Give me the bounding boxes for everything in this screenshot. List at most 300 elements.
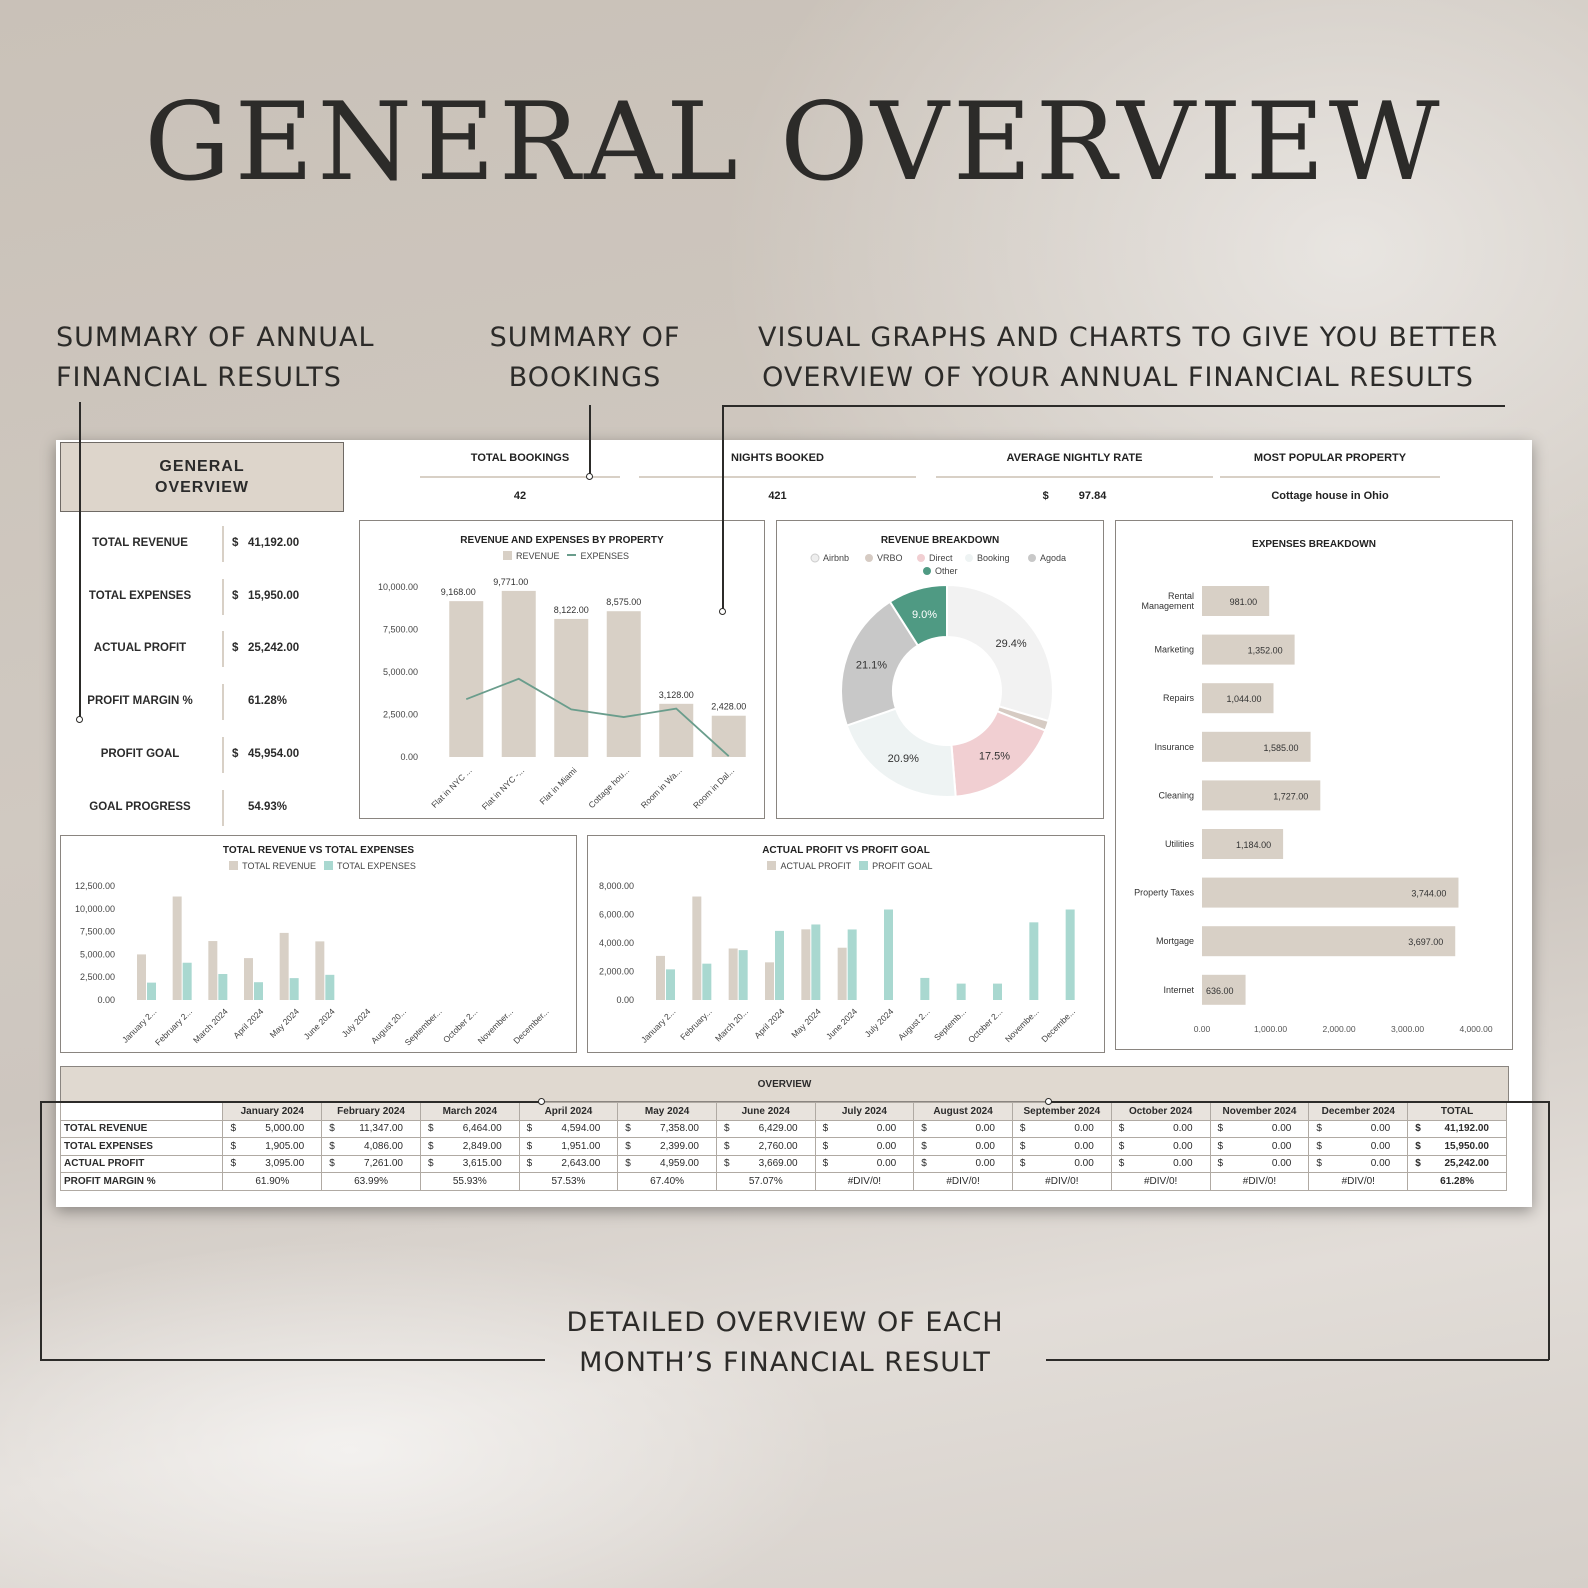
- connector-line: [722, 405, 724, 612]
- table-header-cell: [61, 1103, 223, 1121]
- table-header-cell: May 2024: [618, 1103, 717, 1121]
- cell-currency: $: [723, 1123, 730, 1135]
- cell-value: 6,464.00: [462, 1123, 502, 1135]
- cell-currency: $: [625, 1140, 631, 1152]
- legend-label: Booking: [977, 553, 1010, 563]
- cell-currency: $: [1415, 1123, 1421, 1135]
- x-tick-label: Septemb...: [931, 1006, 969, 1043]
- legend-swatch: [811, 554, 819, 562]
- bar-value-label: 636.00: [1206, 985, 1234, 996]
- cell-currency: $: [1316, 1123, 1322, 1135]
- cell-currency: $: [1217, 1123, 1224, 1135]
- cell-value: 0.00: [1173, 1158, 1193, 1170]
- table-row-label: ACTUAL PROFIT: [61, 1155, 223, 1173]
- chart-0-plot: [360, 521, 766, 820]
- monthly-overview-table: [60, 1102, 1507, 1191]
- table-cell[interactable]: [618, 1155, 717, 1173]
- cell-currency: $: [1415, 1158, 1421, 1170]
- connector-line: [1050, 1101, 1549, 1103]
- summary-value: 25,242.00: [248, 642, 300, 655]
- bar-value-label: 9,168.00: [440, 587, 476, 598]
- y-tick-label: 5,000.00: [382, 667, 418, 677]
- x-tick-label: Flat in Miami: [537, 765, 579, 807]
- table-header-cell: October 2024: [1111, 1103, 1210, 1121]
- cell-value: 67.40%: [650, 1175, 685, 1187]
- y-tick-label: 2,500.00: [79, 972, 115, 983]
- table-cell[interactable]: [322, 1155, 421, 1173]
- table-cell[interactable]: [914, 1155, 1013, 1173]
- cell-value: 4,959.00: [660, 1158, 699, 1170]
- x-tick-label: Room in Wa...: [638, 765, 684, 811]
- table-cell[interactable]: [1111, 1120, 1210, 1138]
- table-cell[interactable]: [519, 1138, 618, 1156]
- x-tick-label: Decembe...: [1039, 1006, 1078, 1045]
- table-header-cell: January 2024: [223, 1103, 322, 1121]
- cell-value: 3,095.00: [265, 1158, 305, 1170]
- table-cell[interactable]: [322, 1120, 421, 1138]
- legend-label: Agoda: [1040, 553, 1067, 563]
- table-cell[interactable]: [618, 1173, 717, 1191]
- cell-currency: $: [723, 1158, 730, 1170]
- summary-currency: $: [232, 747, 239, 760]
- cell-currency: $: [526, 1158, 533, 1170]
- table-cell[interactable]: [223, 1173, 322, 1191]
- table-cell[interactable]: [1309, 1138, 1408, 1156]
- series-b-bar: [884, 910, 893, 1000]
- cell-value: 41,192.00: [1444, 1123, 1489, 1135]
- cell-value: 0.00: [975, 1140, 995, 1152]
- table-cell[interactable]: [322, 1173, 421, 1191]
- bar-value-label: 3,697.00: [1408, 937, 1444, 948]
- connector-line: [589, 405, 591, 477]
- table-cell[interactable]: [1408, 1120, 1507, 1138]
- cell-value: #DIV/0!: [946, 1175, 980, 1187]
- cell-value: 0.00: [1074, 1123, 1094, 1135]
- general-overview-box: GENERAL OVERVIEW: [60, 442, 344, 512]
- cell-value: 3,615.00: [462, 1158, 502, 1170]
- summary-divider: [222, 526, 224, 562]
- cell-value: 15,950.00: [1444, 1140, 1489, 1152]
- cell-value: 0.00: [975, 1123, 995, 1135]
- table-cell[interactable]: [420, 1138, 519, 1156]
- cell-currency: $: [822, 1123, 829, 1135]
- table-cell[interactable]: [223, 1120, 322, 1138]
- table-cell[interactable]: [1111, 1155, 1210, 1173]
- x-tick-label: January 2...: [119, 1006, 159, 1045]
- table-cell[interactable]: [914, 1120, 1013, 1138]
- revenue-bar: [607, 611, 641, 757]
- bar-value-label: 9,771.00: [493, 576, 529, 587]
- table-cell[interactable]: [716, 1138, 815, 1156]
- connector-line: [40, 1101, 42, 1360]
- x-tick-label: September...: [402, 1006, 444, 1048]
- table-cell[interactable]: [1210, 1120, 1309, 1138]
- table-cell[interactable]: [618, 1120, 717, 1138]
- x-tick-label: February 2...: [152, 1006, 195, 1048]
- cell-value: 0.00: [876, 1158, 897, 1170]
- summary-value: 15,950.00: [248, 589, 300, 602]
- x-tick-label: October 2...: [965, 1006, 1005, 1045]
- legend-swatch: [1028, 554, 1036, 562]
- connector-dot: [1045, 1098, 1052, 1105]
- chart-4-plot: [588, 836, 1106, 1054]
- cell-value: #DIV/0!: [1341, 1175, 1375, 1187]
- kpi-average-nightly-rate: AVERAGE NIGHTLY RATE $ 97.84: [936, 452, 1213, 502]
- donut-slice: [947, 585, 1053, 721]
- chart-2-plot: [1116, 521, 1514, 1051]
- cell-value: 0.00: [1271, 1123, 1292, 1135]
- x-tick-label: November...: [475, 1006, 516, 1046]
- summary-row: [60, 790, 350, 826]
- cell-currency: $: [526, 1123, 533, 1135]
- cell-currency: $: [1217, 1140, 1224, 1152]
- cell-value: 4,594.00: [561, 1123, 601, 1135]
- table-header-cell: August 2024: [914, 1103, 1013, 1121]
- table-cell[interactable]: [1309, 1120, 1408, 1138]
- chart-revenue-breakdown: REVENUE BREAKDOWN Airbnb VRBO Direct Booking Agoda Other 29.4% 17.5% 20.9% 21.1% 9.0%: [776, 520, 1104, 819]
- y-tick-label: 7,500.00: [382, 624, 418, 635]
- summary-value: 41,192.00: [248, 537, 300, 549]
- cell-currency: $: [329, 1123, 335, 1135]
- table-cell[interactable]: [519, 1155, 618, 1173]
- table-cell[interactable]: [420, 1173, 519, 1191]
- bar-value-label: 1,044.00: [1226, 694, 1262, 705]
- summary-label: TOTAL REVENUE: [92, 537, 188, 549]
- y-tick-label: 2,500.00: [382, 709, 418, 720]
- table-cell[interactable]: [322, 1138, 421, 1156]
- cell-currency: $: [625, 1123, 631, 1135]
- table-cell[interactable]: [1210, 1155, 1309, 1173]
- cell-value: 7,358.00: [660, 1123, 699, 1135]
- table-header-cell: March 2024: [420, 1103, 519, 1121]
- cell-value: 3,669.00: [758, 1158, 798, 1170]
- series-b-bar: [811, 924, 820, 1000]
- cell-value: 11,347.00: [359, 1123, 403, 1135]
- revenue-bar: [554, 619, 588, 757]
- table-cell[interactable]: [815, 1138, 914, 1156]
- cell-currency: $: [427, 1140, 434, 1152]
- summary-label: PROFIT MARGIN %: [87, 695, 193, 708]
- table-header-cell: September 2024: [1012, 1103, 1111, 1121]
- table-cell[interactable]: [815, 1120, 914, 1138]
- table-cell[interactable]: [1309, 1155, 1408, 1173]
- cell-value: 55.93%: [452, 1175, 487, 1187]
- table-cell[interactable]: [519, 1120, 618, 1138]
- cell-value: 61.28%: [1440, 1175, 1475, 1187]
- bar-value-label: 1,585.00: [1263, 742, 1299, 753]
- table-cell[interactable]: [1210, 1138, 1309, 1156]
- legend-swatch: [923, 567, 931, 575]
- summary-divider: [222, 684, 224, 720]
- cell-currency: $: [1217, 1158, 1224, 1170]
- cell-value: 0.00: [1074, 1140, 1094, 1152]
- table-cell[interactable]: [1408, 1155, 1507, 1173]
- bar-value-label: 8,122.00: [553, 604, 589, 615]
- cell-currency: $: [526, 1140, 533, 1152]
- table-cell[interactable]: [914, 1173, 1013, 1191]
- connector-line: [1046, 1359, 1549, 1361]
- summary-currency: $: [232, 537, 239, 549]
- cell-value: 63.99%: [354, 1175, 389, 1187]
- cell-currency: $: [1316, 1158, 1322, 1170]
- table-cell[interactable]: [815, 1173, 914, 1191]
- summary-divider: [222, 737, 224, 773]
- x-tick-label: February...: [678, 1006, 714, 1043]
- y-tick-label: 0.00: [616, 995, 634, 1005]
- cell-currency: $: [230, 1158, 236, 1170]
- category-label: Repairs: [1162, 693, 1194, 704]
- cell-value: 1,951.00: [561, 1140, 601, 1152]
- revenue-bar: [449, 601, 483, 757]
- table-cell[interactable]: [1012, 1120, 1111, 1138]
- table-cell[interactable]: [420, 1155, 519, 1173]
- series-b-bar: [739, 950, 748, 1000]
- table-cell[interactable]: [716, 1120, 815, 1138]
- cell-currency: $: [1019, 1158, 1026, 1170]
- cell-value: 6,429.00: [758, 1123, 798, 1135]
- series-a-bar: [280, 933, 289, 1000]
- series-b-bar: [147, 983, 156, 1000]
- cell-currency: $: [822, 1140, 829, 1152]
- series-b-bar: [920, 978, 929, 1000]
- category-label: Rental: [1167, 591, 1194, 601]
- summary-row: [60, 526, 350, 562]
- cell-value: 0.00: [1370, 1123, 1391, 1135]
- series-a-bar: [765, 962, 774, 1000]
- cell-value: 4,086.00: [364, 1140, 403, 1152]
- legend-swatch: [865, 554, 873, 562]
- table-cell[interactable]: [1309, 1173, 1408, 1191]
- series-b-bar: [1029, 922, 1038, 1000]
- table-cell[interactable]: [1012, 1173, 1111, 1191]
- summary-row: [60, 579, 350, 615]
- table-cell[interactable]: [519, 1173, 618, 1191]
- category-label: Internet: [1163, 984, 1194, 995]
- x-tick-label: March 20...: [712, 1006, 751, 1044]
- cell-currency: $: [230, 1140, 236, 1152]
- cell-value: #DIV/0!: [1143, 1175, 1178, 1187]
- x-tick-label: July 2024: [862, 1006, 896, 1040]
- series-b-bar: [254, 982, 263, 1000]
- table-header-cell: June 2024: [716, 1103, 815, 1121]
- cell-value: 2,399.00: [660, 1140, 699, 1152]
- series-a-bar: [315, 941, 324, 1000]
- summary-currency: $: [232, 589, 239, 602]
- y-tick-label: 0.00: [400, 752, 418, 762]
- legend-label: Other: [935, 566, 958, 576]
- connector-line: [1548, 1101, 1550, 1360]
- cell-currency: $: [921, 1140, 927, 1152]
- cell-currency: $: [1118, 1123, 1125, 1135]
- kpi-most-popular-property: MOST POPULAR PROPERTY Cottage house in Ohio: [1220, 452, 1440, 502]
- kpi-total-bookings: TOTAL BOOKINGS 42: [420, 452, 620, 502]
- category-label: Cleaning: [1158, 790, 1194, 801]
- cell-value: 2,760.00: [758, 1140, 798, 1152]
- table-header-cell: November 2024: [1210, 1103, 1309, 1121]
- summary-value: 45,954.00: [248, 747, 300, 760]
- series-b-bar: [218, 974, 227, 1000]
- connector-line: [40, 1359, 545, 1361]
- table-cell[interactable]: [1408, 1138, 1507, 1156]
- revenue-bar: [659, 704, 693, 757]
- summary-label: PROFIT GOAL: [100, 747, 180, 760]
- slice-label: 29.4%: [995, 638, 1027, 651]
- table-row: [61, 1155, 1507, 1173]
- category-label: Mortgage: [1155, 936, 1194, 947]
- table-cell[interactable]: [716, 1173, 815, 1191]
- table-header-cell: December 2024: [1309, 1103, 1408, 1121]
- cell-currency: $: [1118, 1140, 1125, 1152]
- bar-value-label: 3,128.00: [658, 689, 694, 700]
- y-tick-label: 5,000.00: [79, 949, 115, 960]
- series-a-bar: [244, 958, 253, 1000]
- connector-line: [79, 402, 81, 720]
- series-a-bar: [801, 929, 810, 1000]
- table-row: [61, 1120, 1507, 1138]
- table-cell[interactable]: [1012, 1138, 1111, 1156]
- summary-divider: [222, 579, 224, 615]
- cell-currency: $: [1118, 1158, 1125, 1170]
- bar-value-label: 1,184.00: [1236, 840, 1272, 850]
- table-header-cell: July 2024: [815, 1103, 914, 1121]
- table-header-cell: April 2024: [519, 1103, 618, 1121]
- cell-currency: $: [1019, 1123, 1026, 1135]
- cell-currency: $: [822, 1158, 829, 1170]
- cell-value: 57.53%: [551, 1175, 586, 1187]
- y-tick-label: 10,000.00: [74, 903, 115, 914]
- cell-currency: $: [427, 1123, 434, 1135]
- x-tick-label: 0.00: [1193, 1024, 1211, 1034]
- table-header-row: [61, 1103, 1507, 1121]
- table-row-label: PROFIT MARGIN %: [61, 1173, 223, 1191]
- summary-value: 61.28%: [248, 695, 288, 708]
- y-tick-label: 2,000.00: [598, 966, 634, 977]
- cell-value: 0.00: [1370, 1140, 1391, 1152]
- cell-currency: $: [230, 1123, 236, 1135]
- overview-section-title: OVERVIEW: [60, 1066, 1509, 1102]
- cell-value: #DIV/0!: [847, 1175, 882, 1187]
- x-tick-label: July 2024: [339, 1006, 373, 1040]
- legend-label: Direct: [929, 553, 953, 563]
- legend-label: VRBO: [877, 553, 903, 563]
- chart-revenue-expenses-by-property: REVENUE AND EXPENSES BY PROPERTY REVENUE EXPENSES 10,000.00 7,500.00 5,000.00 2,500.00 0.00 9,168.00 Flat in NYC ... 9,771.00 Flat in NYC -... 8,122.00 Flat in Miami 8,575.00 Cottage hou... 3,128.00 Room in Wa... 2,428.00 Room in Dal...: [359, 520, 765, 819]
- series-b-bar: [1066, 910, 1075, 1000]
- series-b-bar: [775, 931, 784, 1000]
- table-cell[interactable]: [914, 1138, 1013, 1156]
- bar-value-label: 1,727.00: [1273, 791, 1309, 802]
- summary-row: [60, 737, 350, 773]
- cell-value: 1,905.00: [265, 1140, 305, 1152]
- caption-annual-summary: SUMMARY OF ANNUAL FINANCIAL RESULTS: [56, 322, 375, 393]
- x-tick-label: August 20...: [368, 1006, 409, 1046]
- cell-value: #DIV/0!: [1045, 1175, 1079, 1187]
- cell-value: 0.00: [1173, 1140, 1193, 1152]
- bar-value-label: 981.00: [1229, 597, 1258, 607]
- cell-value: 0.00: [1074, 1158, 1094, 1170]
- table-cell[interactable]: [1111, 1173, 1210, 1191]
- chart-expenses-breakdown: EXPENSES BREAKDOWN Rental Management 981.00 Marketing 1,352.00 Repairs 1,044.00 Insurance 1,585.00 Cleaning 1,727.00 Utilities 1,184.00 Property Taxes 3,744.00 Mortgage 3,697.00 Internet 636.00 0.00 1,000.00 2,000.00 3,000.00 4,000.00: [1115, 520, 1513, 1050]
- table-cell[interactable]: [1408, 1173, 1507, 1191]
- summary-row: [60, 631, 350, 667]
- cell-value: 0.00: [876, 1140, 897, 1152]
- chart-total-revenue-vs-expenses: TOTAL REVENUE VS TOTAL EXPENSES TOTAL REVENUE TOTAL EXPENSES 12,500.00 10,000.00 7,500.00 5,000.00 2,500.00 0.00 January 2... February 2... March 2024 April 2024 May 2024 June 2024 July 2024 August 20... September... October 2... November... December...: [60, 835, 577, 1053]
- series-a-bar: [137, 954, 146, 1000]
- table-cell[interactable]: [223, 1155, 322, 1173]
- cell-currency: $: [921, 1123, 927, 1135]
- connector-line: [722, 405, 1505, 407]
- table-cell[interactable]: [420, 1120, 519, 1138]
- table-cell[interactable]: [1012, 1155, 1111, 1173]
- table-cell[interactable]: [1210, 1173, 1309, 1191]
- bar-value-label: 3,744.00: [1411, 888, 1447, 899]
- summary-label: ACTUAL PROFIT: [93, 642, 187, 655]
- table-cell[interactable]: [815, 1155, 914, 1173]
- slice-label: 21.1%: [855, 659, 888, 672]
- caption-bookings-summary: SUMMARY OF BOOKINGS: [489, 322, 681, 393]
- table-cell[interactable]: [223, 1138, 322, 1156]
- x-tick-label: 3,000.00: [1390, 1024, 1425, 1034]
- x-tick-label: January 2...: [638, 1006, 678, 1045]
- cell-value: #DIV/0!: [1242, 1175, 1277, 1187]
- cell-value: 25,242.00: [1444, 1158, 1489, 1170]
- x-tick-label: 1,000.00: [1253, 1024, 1288, 1034]
- cell-value: 0.00: [1173, 1123, 1193, 1135]
- table-cell[interactable]: [1111, 1138, 1210, 1156]
- x-tick-label: June 2024: [823, 1006, 860, 1042]
- connector-dot: [719, 608, 726, 615]
- cell-value: 0.00: [1370, 1158, 1391, 1170]
- cell-value: 5,000.00: [265, 1123, 305, 1135]
- slice-label: 17.5%: [978, 750, 1011, 763]
- cell-value: 0.00: [975, 1158, 995, 1170]
- x-tick-label: April 2024: [231, 1006, 266, 1041]
- summary-label: GOAL PROGRESS: [89, 800, 191, 813]
- x-tick-label: Novembe...: [1002, 1006, 1041, 1045]
- y-tick-label: 10,000.00: [377, 582, 418, 592]
- bar-value-label: 1,352.00: [1247, 645, 1283, 656]
- chart-3-plot: [61, 836, 578, 1054]
- y-tick-label: 6,000.00: [598, 909, 634, 920]
- series-a-bar: [208, 941, 217, 1000]
- cell-value: 2,849.00: [462, 1140, 502, 1152]
- connector-dot: [76, 716, 83, 723]
- summary-value: 54.93%: [248, 800, 288, 813]
- connector-dot: [586, 473, 593, 480]
- caption-visual-graphs: VISUAL GRAPHS AND CHARTS TO GIVE YOU BETTER OVERVIEW OF YOUR ANNUAL FINANCIAL RESULTS: [758, 322, 1499, 393]
- y-tick-label: 0.00: [97, 995, 115, 1005]
- connector-dot: [538, 1098, 545, 1105]
- cell-currency: $: [1019, 1140, 1026, 1152]
- y-tick-label: 7,500.00: [79, 926, 115, 937]
- legend-label: Airbnb: [823, 553, 850, 563]
- summary-divider: [222, 790, 224, 826]
- table-row: [61, 1138, 1507, 1156]
- x-tick-label: October 2...: [440, 1006, 480, 1045]
- table-cell[interactable]: [716, 1155, 815, 1173]
- table-row: [61, 1173, 1507, 1191]
- cell-currency: $: [1415, 1140, 1421, 1152]
- revenue-bar: [502, 591, 536, 757]
- x-tick-label: Room in Dal...: [691, 765, 737, 811]
- category-label: Property Taxes: [1134, 887, 1194, 898]
- cell-value: 61.90%: [255, 1175, 290, 1187]
- summary-currency: $: [232, 642, 239, 655]
- revenue-bar: [712, 716, 746, 757]
- table-header-cell: February 2024: [322, 1103, 421, 1121]
- chart-1-plot: [777, 521, 1105, 820]
- category-label: Utilities: [1164, 839, 1194, 849]
- table-cell[interactable]: [618, 1138, 717, 1156]
